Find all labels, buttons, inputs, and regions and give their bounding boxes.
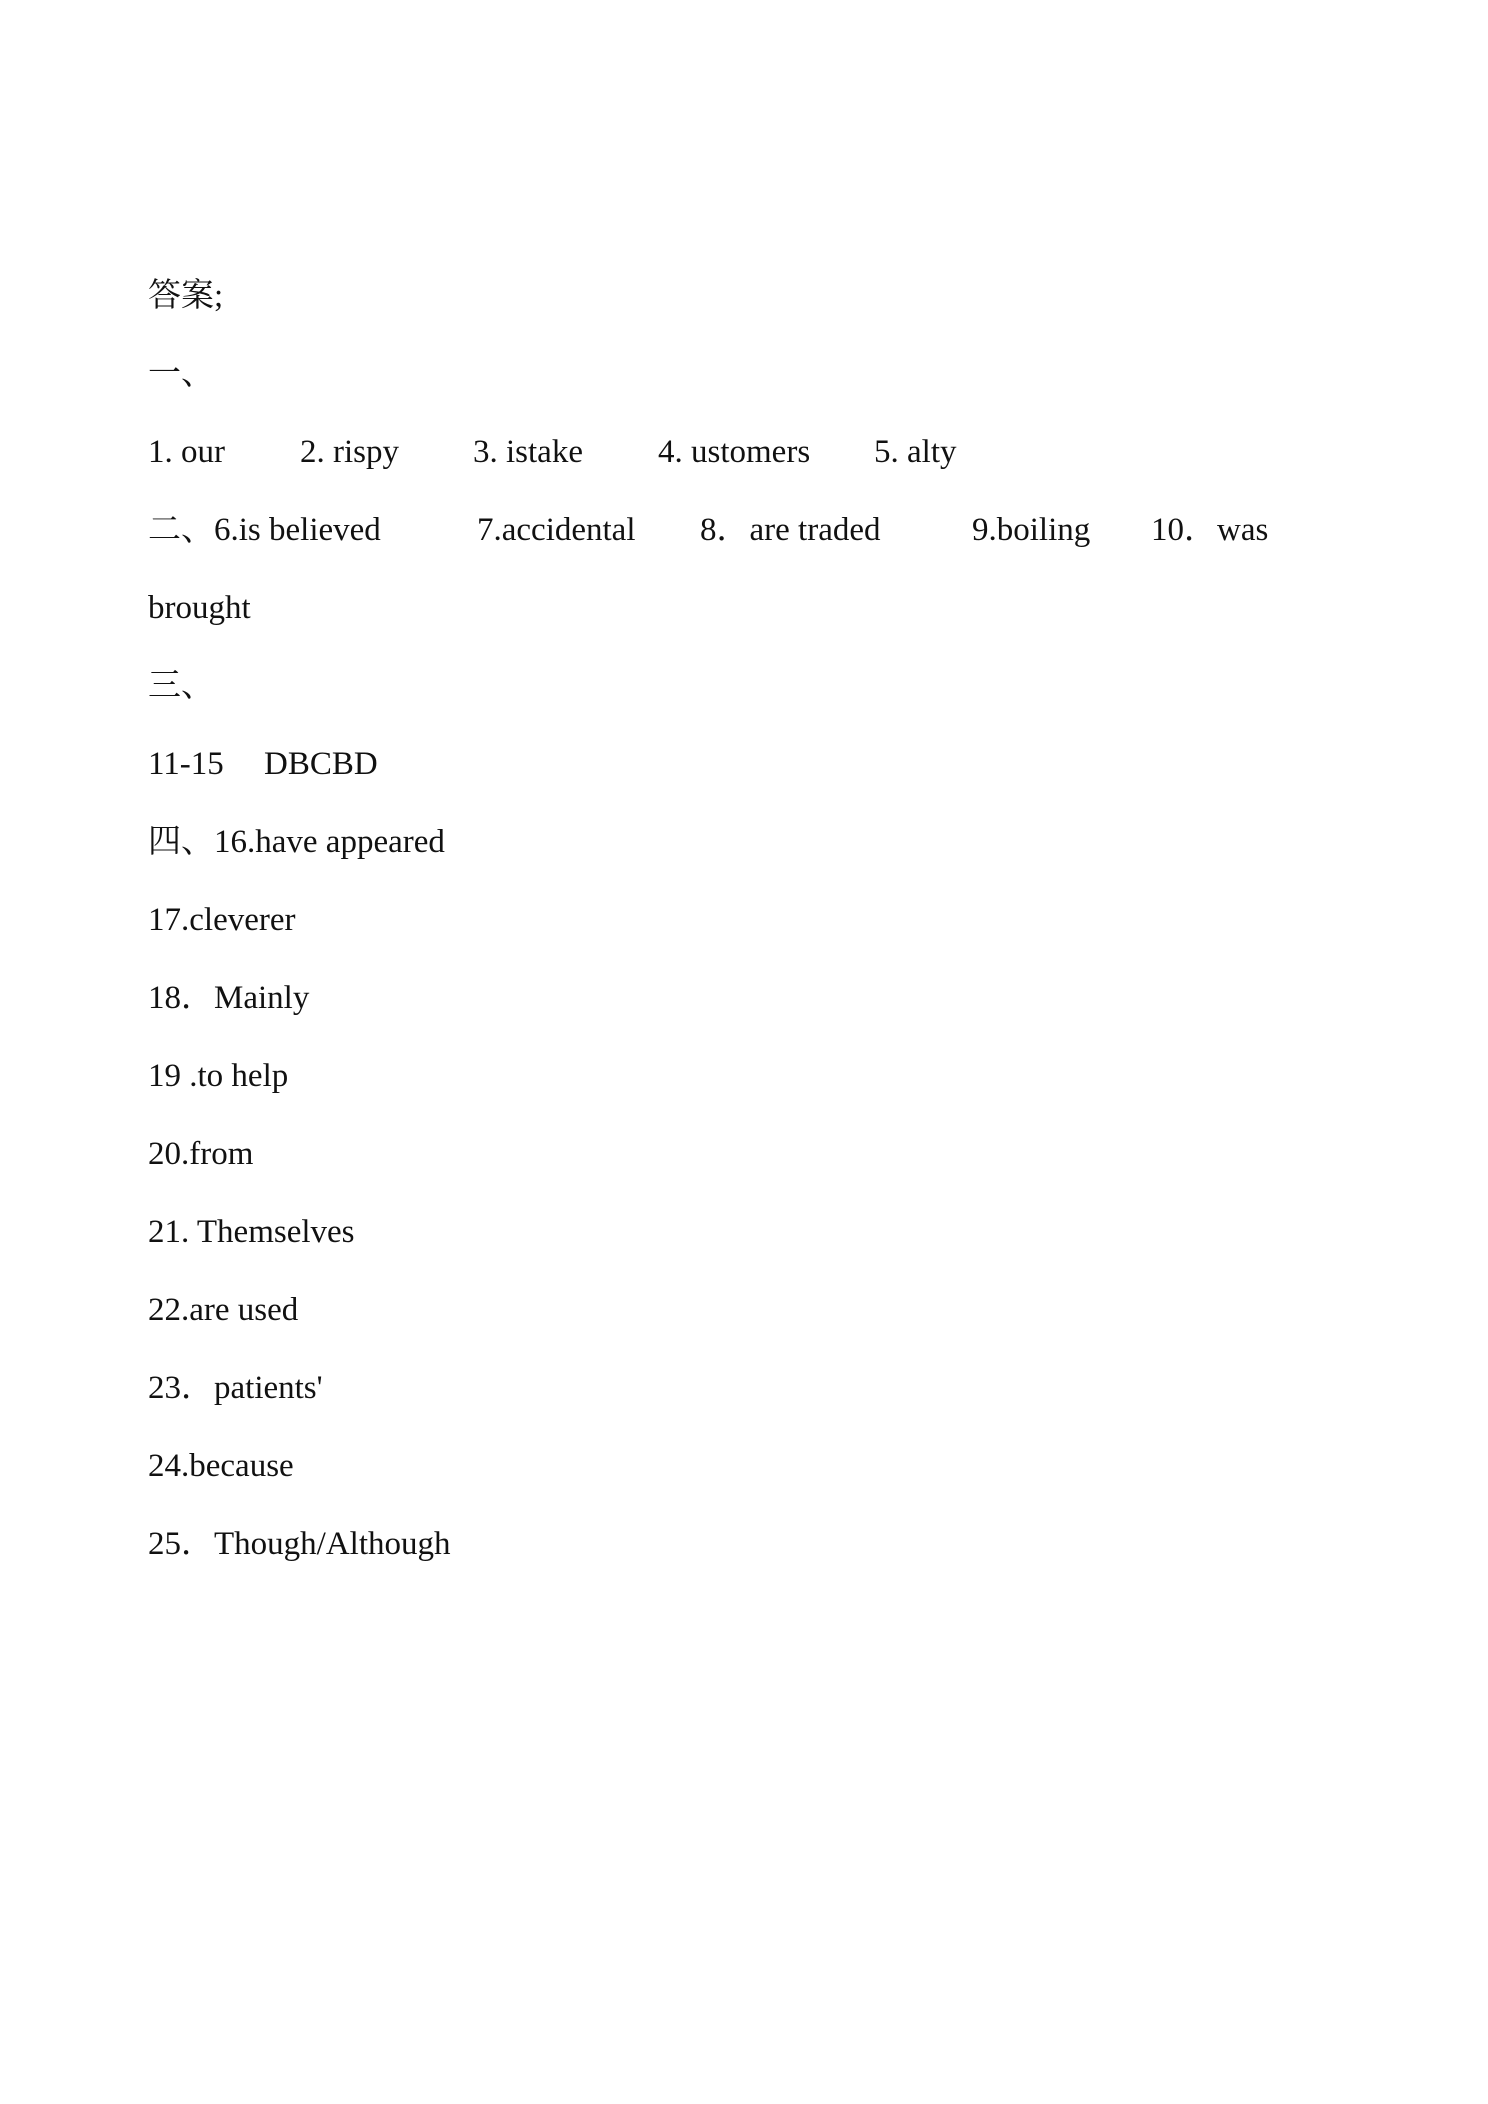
answer-7: 7.accidental: [477, 512, 636, 548]
answer-9: 9.boiling: [972, 512, 1091, 548]
answer-21: 21. Themselves: [148, 1214, 355, 1250]
answer-8: 8．are traded: [700, 512, 881, 548]
answer-24: 24.because: [148, 1448, 294, 1484]
section-1-answers: [148, 428, 1348, 476]
answer-1: 1. our: [148, 434, 225, 470]
answer-20: 20.from: [148, 1136, 254, 1172]
choice-answers: DBCBD: [264, 746, 378, 782]
answer-19: 19 .to help: [148, 1058, 289, 1094]
answer-23: 23．patients': [148, 1370, 323, 1406]
answer-5: 5. alty: [874, 434, 957, 470]
answer-3: 3. istake: [473, 434, 583, 470]
answer-2: 2. rispy: [300, 434, 399, 470]
answer-6: 二、6.is believed: [148, 512, 381, 548]
section-3-answers: [148, 740, 748, 788]
range-label: 11-15: [148, 746, 224, 782]
section-3-label: 三、: [148, 668, 214, 704]
answer-18: 18．Mainly: [148, 980, 310, 1016]
answer-10: 10．was: [1151, 512, 1269, 548]
answer-heading: 答案;: [148, 278, 224, 314]
answer-17: 17.cleverer: [148, 902, 296, 938]
section-1-label: 一、: [148, 356, 214, 392]
answer-22: 22.are used: [148, 1292, 299, 1328]
section-2-continuation: brought: [148, 590, 251, 626]
answer-16: 四、16.have appeared: [148, 824, 445, 860]
answer-4: 4. ustomers: [658, 434, 811, 470]
answer-25: 25．Though/Although: [148, 1526, 451, 1562]
section-2-answers: [148, 506, 1348, 554]
